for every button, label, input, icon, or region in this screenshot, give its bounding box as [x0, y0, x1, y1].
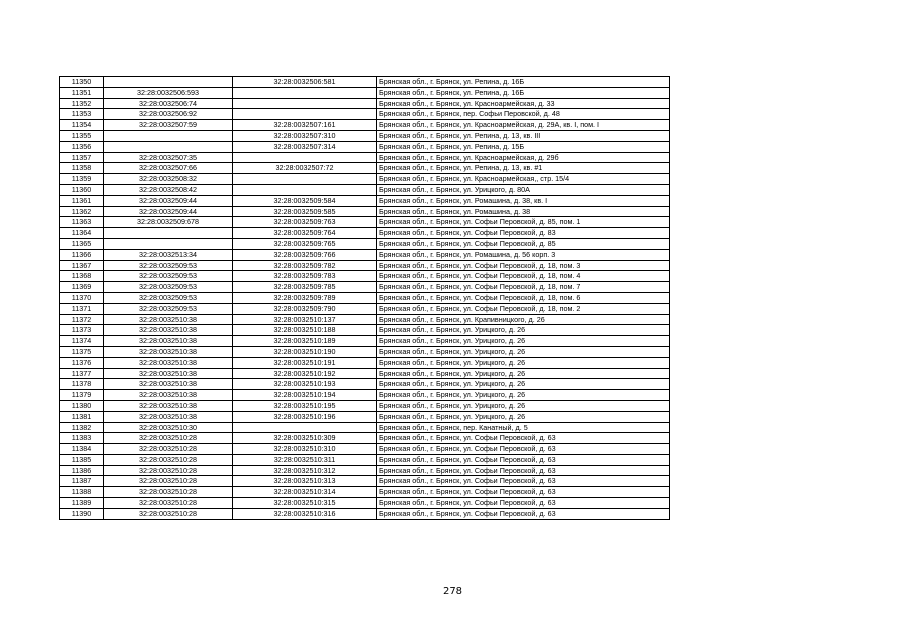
- building-cadastral-number-cell: 32:28:0032510:196: [233, 411, 377, 422]
- address-cell: Брянская обл., г. Брянск, ул. Крапивницкого, д. 26: [377, 314, 670, 325]
- row-number-cell: 11368: [60, 271, 104, 282]
- land-cadastral-number-cell: 32:28:0032508:42: [104, 184, 233, 195]
- address-cell: Брянская обл., г. Брянск, ул. Репина, д. 13, кв. #1: [377, 163, 670, 174]
- table-row: [60, 87, 670, 98]
- table-row: [60, 206, 670, 217]
- row-number-cell: 11359: [60, 174, 104, 185]
- address-cell: Брянская обл., г. Брянск, ул. Урицкого, д. 26: [377, 346, 670, 357]
- building-cadastral-number-cell: [233, 422, 377, 433]
- building-cadastral-number-cell: 32:28:0032510:189: [233, 336, 377, 347]
- table-row: [60, 368, 670, 379]
- building-cadastral-number-cell: [233, 152, 377, 163]
- row-number-cell: 11360: [60, 184, 104, 195]
- building-cadastral-number-cell: 32:28:0032510:190: [233, 346, 377, 357]
- address-cell: Брянская обл., г. Брянск, ул. Софьи Перовской, д. 18, пом. 7: [377, 282, 670, 293]
- table-row: [60, 98, 670, 109]
- land-cadastral-number-cell: 32:28:0032510:28: [104, 444, 233, 455]
- building-cadastral-number-cell: 32:28:0032509:766: [233, 249, 377, 260]
- row-number-cell: 11358: [60, 163, 104, 174]
- table-row: [60, 487, 670, 498]
- building-cadastral-number-cell: 32:28:0032507:161: [233, 120, 377, 131]
- building-cadastral-number-cell: 32:28:0032509:789: [233, 292, 377, 303]
- building-cadastral-number-cell: 32:28:0032507:72: [233, 163, 377, 174]
- building-cadastral-number-cell: 32:28:0032509:785: [233, 282, 377, 293]
- row-number-cell: 11365: [60, 238, 104, 249]
- building-cadastral-number-cell: 32:28:0032510:314: [233, 487, 377, 498]
- row-number-cell: 11390: [60, 508, 104, 519]
- row-number-cell: 11362: [60, 206, 104, 217]
- row-number-cell: 11383: [60, 433, 104, 444]
- land-cadastral-number-cell: 32:28:0032510:38: [104, 411, 233, 422]
- table-row: [60, 390, 670, 401]
- table-row: [60, 357, 670, 368]
- land-cadastral-number-cell: 32:28:0032507:59: [104, 120, 233, 131]
- row-number-cell: 11375: [60, 346, 104, 357]
- table-row: [60, 346, 670, 357]
- table-row: [60, 325, 670, 336]
- building-cadastral-number-cell: 32:28:0032509:782: [233, 260, 377, 271]
- row-number-cell: 11373: [60, 325, 104, 336]
- address-cell: Брянская обл., г. Брянск, ул. Репина, д. 16Б: [377, 77, 670, 88]
- land-cadastral-number-cell: 32:28:0032510:28: [104, 487, 233, 498]
- row-number-cell: 11389: [60, 498, 104, 509]
- table-row: [60, 292, 670, 303]
- address-cell: Брянская обл., г. Брянск, ул. Урицкого, д. 26: [377, 368, 670, 379]
- address-cell: Брянская обл., г. Брянск, пер. Канатный, д. 5: [377, 422, 670, 433]
- table-row: [60, 163, 670, 174]
- row-number-cell: 11356: [60, 141, 104, 152]
- land-cadastral-number-cell: [104, 238, 233, 249]
- building-cadastral-number-cell: 32:28:0032510:193: [233, 379, 377, 390]
- address-cell: Брянская обл., г. Брянск, ул. Софьи Перовской, д. 83: [377, 228, 670, 239]
- address-cell: Брянская обл., г. Брянск, ул. Софьи Перовской, д. 18, пом. 4: [377, 271, 670, 282]
- building-cadastral-number-cell: 32:28:0032510:309: [233, 433, 377, 444]
- row-number-cell: 11380: [60, 400, 104, 411]
- building-cadastral-number-cell: [233, 109, 377, 120]
- row-number-cell: 11361: [60, 195, 104, 206]
- address-cell: Брянская обл., г. Брянск, ул. Ромашина, д. 38: [377, 206, 670, 217]
- table-row: [60, 109, 670, 120]
- building-cadastral-number-cell: 32:28:0032509:764: [233, 228, 377, 239]
- building-cadastral-number-cell: 32:28:0032510:315: [233, 498, 377, 509]
- table-row: [60, 184, 670, 195]
- address-cell: Брянская обл., г. Брянск, ул. Урицкого, д. 26: [377, 390, 670, 401]
- land-cadastral-number-cell: 32:28:0032509:44: [104, 206, 233, 217]
- row-number-cell: 11353: [60, 109, 104, 120]
- table-body: [60, 77, 670, 520]
- land-cadastral-number-cell: 32:28:0032509:53: [104, 282, 233, 293]
- land-cadastral-number-cell: 32:28:0032509:53: [104, 303, 233, 314]
- address-cell: Брянская обл., г. Брянск, ул. Ромашина, д. 56 корп. 3: [377, 249, 670, 260]
- land-cadastral-number-cell: 32:28:0032510:38: [104, 325, 233, 336]
- land-cadastral-number-cell: 32:28:0032510:38: [104, 379, 233, 390]
- row-number-cell: 11388: [60, 487, 104, 498]
- address-cell: Брянская обл., г. Брянск, ул. Красноармейская, д. 29А, кв. I, пом. I: [377, 120, 670, 131]
- row-number-cell: 11357: [60, 152, 104, 163]
- building-cadastral-number-cell: 32:28:0032509:763: [233, 217, 377, 228]
- table-row: [60, 444, 670, 455]
- building-cadastral-number-cell: 32:28:0032510:194: [233, 390, 377, 401]
- address-cell: Брянская обл., г. Брянск, ул. Урицкого, д. 26: [377, 400, 670, 411]
- table-row: [60, 120, 670, 131]
- land-cadastral-number-cell: 32:28:0032510:28: [104, 454, 233, 465]
- address-cell: Брянская обл., г. Брянск, ул. Софьи Перовской, д. 85: [377, 238, 670, 249]
- address-cell: Брянская обл., г. Брянск, пер. Софьи Перовской, д. 48: [377, 109, 670, 120]
- building-cadastral-number-cell: 32:28:0032510:312: [233, 465, 377, 476]
- building-cadastral-number-cell: 32:28:0032506:581: [233, 77, 377, 88]
- row-number-cell: 11350: [60, 77, 104, 88]
- land-cadastral-number-cell: 32:28:0032510:30: [104, 422, 233, 433]
- row-number-cell: 11386: [60, 465, 104, 476]
- address-cell: Брянская обл., г. Брянск, ул. Софьи Перовской, д. 63: [377, 454, 670, 465]
- land-cadastral-number-cell: 32:28:0032510:28: [104, 465, 233, 476]
- land-cadastral-number-cell: 32:28:0032508:32: [104, 174, 233, 185]
- table-row: [60, 422, 670, 433]
- row-number-cell: 11376: [60, 357, 104, 368]
- table-row: [60, 476, 670, 487]
- land-cadastral-number-cell: [104, 130, 233, 141]
- land-cadastral-number-cell: [104, 141, 233, 152]
- row-number-cell: 11367: [60, 260, 104, 271]
- table-row: [60, 282, 670, 293]
- building-cadastral-number-cell: 32:28:0032509:584: [233, 195, 377, 206]
- land-cadastral-number-cell: 32:28:0032513:34: [104, 249, 233, 260]
- land-cadastral-number-cell: 32:28:0032507:35: [104, 152, 233, 163]
- land-cadastral-number-cell: 32:28:0032510:38: [104, 314, 233, 325]
- building-cadastral-number-cell: 32:28:0032510:191: [233, 357, 377, 368]
- land-cadastral-number-cell: [104, 77, 233, 88]
- land-cadastral-number-cell: 32:28:0032506:74: [104, 98, 233, 109]
- land-cadastral-number-cell: 32:28:0032510:38: [104, 357, 233, 368]
- building-cadastral-number-cell: 32:28:0032509:790: [233, 303, 377, 314]
- land-cadastral-number-cell: 32:28:0032509:53: [104, 271, 233, 282]
- address-cell: Брянская обл., г. Брянск, ул. Софьи Перовской, д. 63: [377, 465, 670, 476]
- address-cell: Брянская обл., г. Брянск, ул. Урицкого, д. 26: [377, 379, 670, 390]
- row-number-cell: 11377: [60, 368, 104, 379]
- address-cell: Брянская обл., г. Брянск, ул. Урицкого, д. 26: [377, 411, 670, 422]
- row-number-cell: 11374: [60, 336, 104, 347]
- row-number-cell: 11369: [60, 282, 104, 293]
- table-row: [60, 465, 670, 476]
- address-cell: Брянская обл., г. Брянск, ул. Красноармейская, д. 29б: [377, 152, 670, 163]
- table-row: [60, 195, 670, 206]
- land-cadastral-number-cell: 32:28:0032506:92: [104, 109, 233, 120]
- land-cadastral-number-cell: 32:28:0032509:53: [104, 292, 233, 303]
- address-cell: Брянская обл., г. Брянск, ул. Красноармейская,, стр. 15/4: [377, 174, 670, 185]
- page-number: 278: [442, 586, 463, 597]
- row-number-cell: 11354: [60, 120, 104, 131]
- row-number-cell: 11352: [60, 98, 104, 109]
- row-number-cell: 11378: [60, 379, 104, 390]
- building-cadastral-number-cell: 32:28:0032510:137: [233, 314, 377, 325]
- address-cell: Брянская обл., г. Брянск, ул. Софьи Перовской, д. 63: [377, 476, 670, 487]
- address-cell: Брянская обл., г. Брянск, ул. Красноармейская, д. 33: [377, 98, 670, 109]
- address-cell: Брянская обл., г. Брянск, ул. Софьи Перовской, д. 63: [377, 487, 670, 498]
- row-number-cell: 11370: [60, 292, 104, 303]
- table-row: [60, 314, 670, 325]
- building-cadastral-number-cell: 32:28:0032509:783: [233, 271, 377, 282]
- row-number-cell: 11385: [60, 454, 104, 465]
- land-cadastral-number-cell: 32:28:0032510:28: [104, 476, 233, 487]
- building-cadastral-number-cell: [233, 98, 377, 109]
- address-cell: Брянская обл., г. Брянск, ул. Софьи Перовской, д. 18, пом. 3: [377, 260, 670, 271]
- address-cell: Брянская обл., г. Брянск, ул. Софьи Перовской, д. 18, пом. 6: [377, 292, 670, 303]
- address-cell: Брянская обл., г. Брянск, ул. Урицкого, д. 26: [377, 336, 670, 347]
- land-cadastral-number-cell: [104, 228, 233, 239]
- land-cadastral-number-cell: 32:28:0032510:38: [104, 336, 233, 347]
- building-cadastral-number-cell: 32:28:0032510:192: [233, 368, 377, 379]
- address-cell: Брянская обл., г. Брянск, ул. Софьи Перовской, д. 18, пом. 2: [377, 303, 670, 314]
- property-register-table: [59, 76, 670, 520]
- row-number-cell: 11379: [60, 390, 104, 401]
- address-cell: Брянская обл., г. Брянск, ул. Репина, д. 13, кв. III: [377, 130, 670, 141]
- land-cadastral-number-cell: 32:28:0032509:53: [104, 260, 233, 271]
- address-cell: Брянская обл., г. Брянск, ул. Урицкого, д. 80А: [377, 184, 670, 195]
- table-row: [60, 249, 670, 260]
- address-cell: Брянская обл., г. Брянск, ул. Софьи Перовской, д. 63: [377, 433, 670, 444]
- land-cadastral-number-cell: 32:28:0032510:38: [104, 368, 233, 379]
- address-cell: Брянская обл., г. Брянск, ул. Софьи Перовской, д. 63: [377, 508, 670, 519]
- table-row: [60, 77, 670, 88]
- building-cadastral-number-cell: 32:28:0032507:310: [233, 130, 377, 141]
- table-row: [60, 303, 670, 314]
- table-row: [60, 152, 670, 163]
- land-cadastral-number-cell: 32:28:0032510:28: [104, 433, 233, 444]
- land-cadastral-number-cell: 32:28:0032510:28: [104, 508, 233, 519]
- land-cadastral-number-cell: 32:28:0032509:44: [104, 195, 233, 206]
- building-cadastral-number-cell: 32:28:0032510:310: [233, 444, 377, 455]
- building-cadastral-number-cell: [233, 184, 377, 195]
- row-number-cell: 11387: [60, 476, 104, 487]
- table-row: [60, 433, 670, 444]
- address-cell: Брянская обл., г. Брянск, ул. Урицкого, д. 26: [377, 357, 670, 368]
- land-cadastral-number-cell: 32:28:0032506:593: [104, 87, 233, 98]
- building-cadastral-number-cell: 32:28:0032510:313: [233, 476, 377, 487]
- table-row: [60, 271, 670, 282]
- land-cadastral-number-cell: 32:28:0032510:38: [104, 400, 233, 411]
- building-cadastral-number-cell: [233, 174, 377, 185]
- building-cadastral-number-cell: 32:28:0032510:195: [233, 400, 377, 411]
- address-cell: Брянская обл., г. Брянск, ул. Репина, д. 15Б: [377, 141, 670, 152]
- table-row: [60, 260, 670, 271]
- row-number-cell: 11384: [60, 444, 104, 455]
- row-number-cell: 11355: [60, 130, 104, 141]
- table-row: [60, 336, 670, 347]
- row-number-cell: 11366: [60, 249, 104, 260]
- row-number-cell: 11381: [60, 411, 104, 422]
- building-cadastral-number-cell: 32:28:0032510:316: [233, 508, 377, 519]
- row-number-cell: 11382: [60, 422, 104, 433]
- address-cell: Брянская обл., г. Брянск, ул. Ромашина, д. 38, кв. I: [377, 195, 670, 206]
- table-row: [60, 379, 670, 390]
- land-cadastral-number-cell: 32:28:0032510:28: [104, 498, 233, 509]
- land-cadastral-number-cell: 32:28:0032507:66: [104, 163, 233, 174]
- row-number-cell: 11351: [60, 87, 104, 98]
- building-cadastral-number-cell: [233, 87, 377, 98]
- building-cadastral-number-cell: 32:28:0032507:314: [233, 141, 377, 152]
- table-row: [60, 411, 670, 422]
- table-row: [60, 130, 670, 141]
- table-row: [60, 141, 670, 152]
- land-cadastral-number-cell: 32:28:0032509:678: [104, 217, 233, 228]
- table-row: [60, 454, 670, 465]
- table-row: [60, 400, 670, 411]
- row-number-cell: 11371: [60, 303, 104, 314]
- address-cell: Брянская обл., г. Брянск, ул. Репина, д. 16Б: [377, 87, 670, 98]
- building-cadastral-number-cell: 32:28:0032509:585: [233, 206, 377, 217]
- table-row: [60, 238, 670, 249]
- row-number-cell: 11363: [60, 217, 104, 228]
- address-cell: Брянская обл., г. Брянск, ул. Урицкого, д. 26: [377, 325, 670, 336]
- address-cell: Брянская обл., г. Брянск, ул. Софьи Перовской, д. 63: [377, 498, 670, 509]
- building-cadastral-number-cell: 32:28:0032509:765: [233, 238, 377, 249]
- row-number-cell: 11364: [60, 228, 104, 239]
- building-cadastral-number-cell: 32:28:0032510:311: [233, 454, 377, 465]
- table-row: [60, 174, 670, 185]
- land-cadastral-number-cell: 32:28:0032510:38: [104, 346, 233, 357]
- table-row: [60, 498, 670, 509]
- land-cadastral-number-cell: 32:28:0032510:38: [104, 390, 233, 401]
- row-number-cell: 11372: [60, 314, 104, 325]
- address-cell: Брянская обл., г. Брянск, ул. Софьи Перовской, д. 63: [377, 444, 670, 455]
- table-row: [60, 217, 670, 228]
- building-cadastral-number-cell: 32:28:0032510:188: [233, 325, 377, 336]
- table-row: [60, 508, 670, 519]
- address-cell: Брянская обл., г. Брянск, ул. Софьи Перовской, д. 85, пом. 1: [377, 217, 670, 228]
- table-row: [60, 228, 670, 239]
